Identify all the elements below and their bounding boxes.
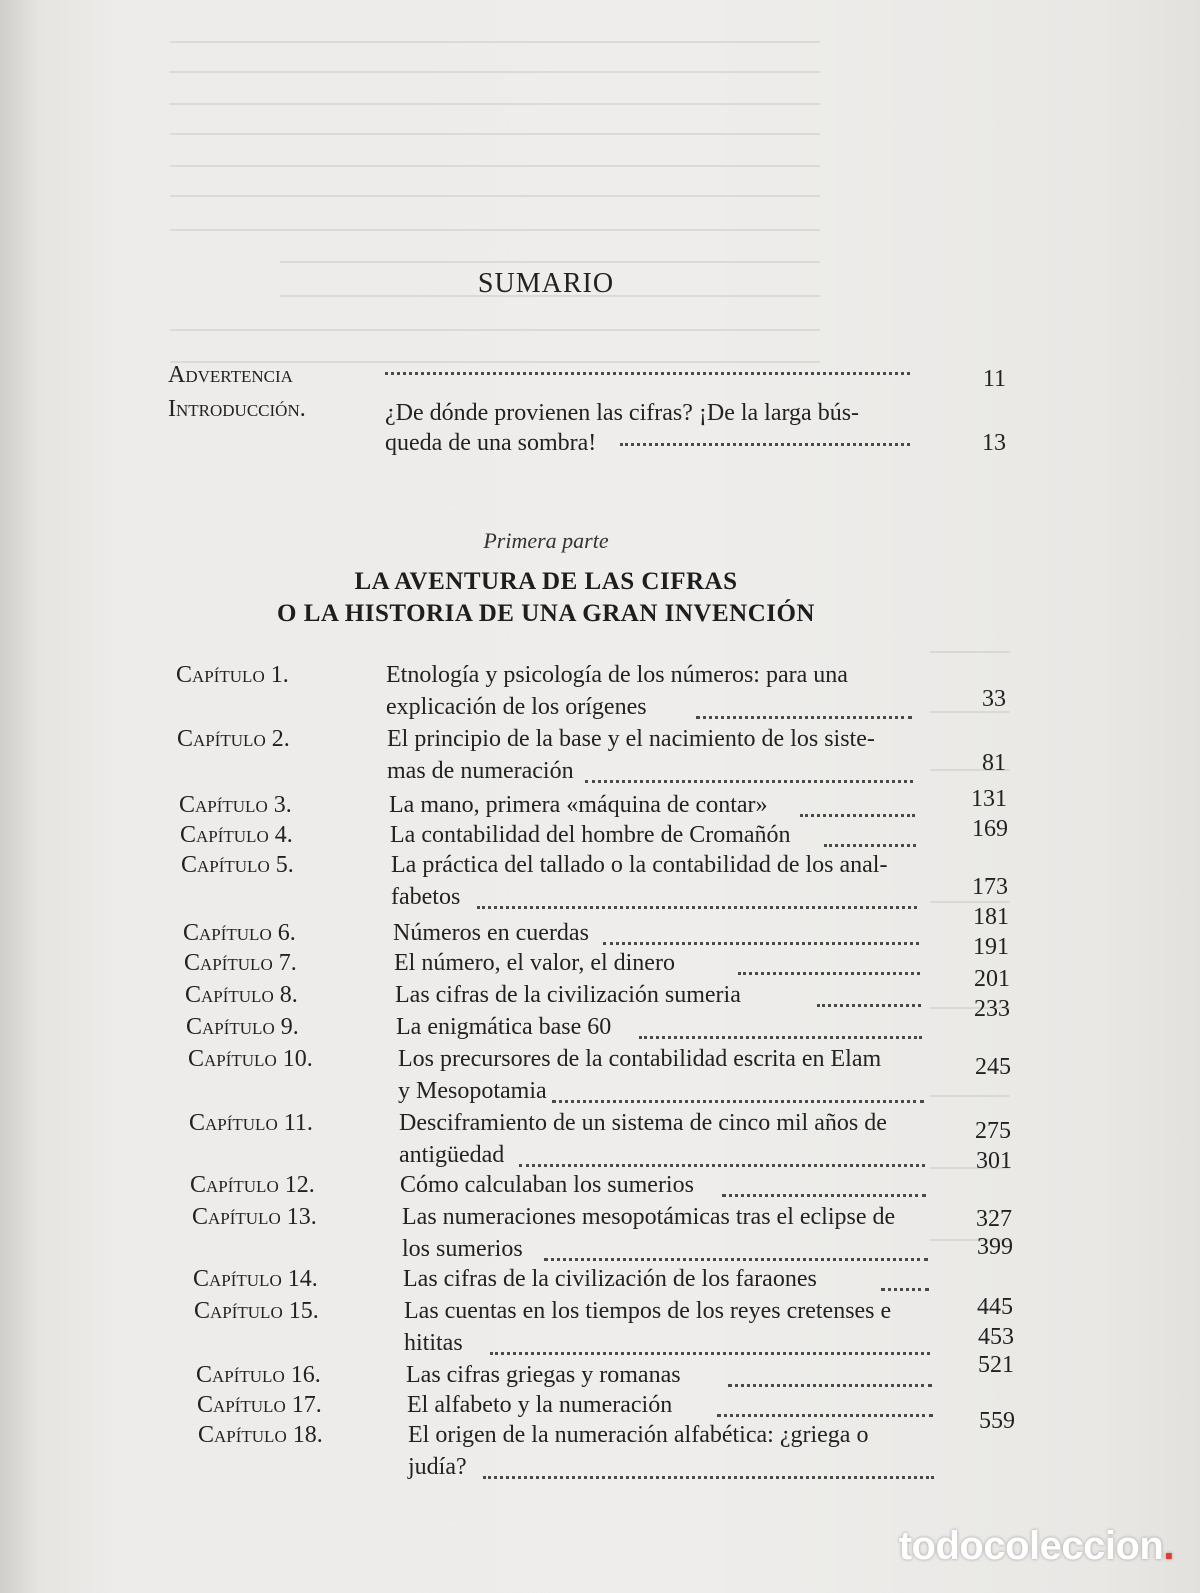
dot-leader	[483, 1476, 934, 1479]
chapter-page-number: 399	[977, 1234, 1013, 1260]
chapter-title-line: mas de numeración	[387, 758, 574, 784]
chapter-page-number: 201	[974, 966, 1010, 992]
chapter-label: Capítulo 15.	[194, 1298, 319, 1324]
dot-leader	[544, 1258, 928, 1261]
chapter-title-line: Las cifras griegas y romanas	[406, 1362, 681, 1388]
chapter-label: Capítulo 10.	[188, 1046, 313, 1072]
chapter-page-number: 233	[974, 996, 1010, 1022]
dot-leader	[738, 972, 920, 975]
chapter-title-line: Las cuentas en los tiempos de los reyes cretenses e	[404, 1298, 892, 1324]
chapter-label: Capítulo 16.	[196, 1362, 321, 1388]
chapter-label: Capítulo 11.	[189, 1110, 313, 1136]
chapter-title-line: La contabilidad del hombre de Cromañón	[390, 822, 791, 848]
chapter-title-line: judía?	[408, 1454, 467, 1480]
chapter-label: Capítulo 6.	[183, 920, 296, 946]
chapter-label: Capítulo 18.	[198, 1422, 323, 1448]
dot-leader	[490, 1352, 930, 1355]
dot-leader	[722, 1194, 926, 1197]
chapter-label: Capítulo 7.	[184, 950, 297, 976]
chapter-page-number: 33	[982, 686, 1006, 712]
dot-leader	[817, 1004, 921, 1007]
dot-leader	[552, 1100, 924, 1103]
chapter-label: Capítulo 5.	[181, 852, 294, 878]
toc-label-introduccion: Introducción.	[168, 396, 306, 422]
dot-leader	[585, 780, 913, 783]
chapter-title-line: La enigmática base 60	[396, 1014, 612, 1040]
chapter-title-line: Desciframiento de un sistema de cinco mil años de	[399, 1110, 887, 1136]
dot-leader	[477, 906, 917, 909]
watermark-dot: .	[1163, 1524, 1174, 1568]
watermark-brand: todocoleccion	[898, 1524, 1164, 1568]
chapter-title-line: Etnología y psicología de los números: para una	[386, 662, 848, 688]
chapter-page-number: 327	[976, 1206, 1012, 1232]
part-title-line-2: O LA HISTORIA DE UNA GRAN INVENCIÓN	[277, 600, 815, 627]
dot-leader	[824, 844, 916, 847]
chapter-title-line: fabetos	[391, 884, 461, 910]
chapter-title-line: explicación de los orígenes	[386, 694, 647, 720]
chapter-label: Capítulo 12.	[190, 1172, 315, 1198]
chapter-title-line: Los precursores de la contabilidad escrita en Elam	[398, 1046, 882, 1072]
chapter-page-number: 173	[972, 874, 1008, 900]
chapter-title-line: El número, el valor, el dinero	[394, 950, 675, 976]
toc-text-introduccion-1: ¿De dónde provienen las cifras? ¡De la larga bús-	[385, 400, 860, 426]
chapter-page-number: 453	[978, 1324, 1014, 1350]
dot-leader	[696, 716, 912, 719]
part-label: Primera parte	[483, 528, 609, 553]
dot-leader	[800, 814, 915, 817]
chapter-page-number: 131	[971, 786, 1007, 812]
chapter-title-line: El principio de la base y el nacimiento de los siste-	[387, 726, 875, 752]
chapter-label: Capítulo 2.	[177, 726, 290, 752]
chapter-title-line: Las numeraciones mesopotámicas tras el eclipse de	[402, 1204, 896, 1230]
dot-leader	[620, 443, 910, 446]
dot-leader	[519, 1164, 925, 1167]
chapter-title-line: Cómo calculaban los sumerios	[400, 1172, 694, 1198]
chapter-page-number: 81	[982, 750, 1006, 776]
watermark-logo	[899, 1524, 1174, 1569]
dot-leader	[881, 1288, 929, 1291]
chapter-page-number: 301	[976, 1148, 1012, 1174]
dot-leader	[603, 942, 919, 945]
chapter-title-line: antigüedad	[399, 1142, 505, 1168]
chapter-title-line: hititas	[404, 1330, 463, 1356]
chapter-title-line: El alfabeto y la numeración	[407, 1392, 673, 1418]
chapter-page-number: 181	[973, 904, 1009, 930]
chapter-page-number: 275	[975, 1118, 1011, 1144]
chapter-label: Capítulo 9.	[186, 1014, 299, 1040]
chapter-title-line: El origen de la numeración alfabética: ¿griega o	[408, 1422, 869, 1448]
dot-leader	[728, 1384, 932, 1387]
toc-text-introduccion-2: queda de una sombra!	[385, 430, 597, 456]
chapter-page-number: 445	[977, 1294, 1013, 1320]
chapter-title-line: Las cifras de la civilización sumeria	[395, 982, 741, 1008]
chapter-label: Capítulo 1.	[176, 662, 289, 688]
chapter-label: Capítulo 8.	[185, 982, 298, 1008]
page-title: SUMARIO	[477, 268, 615, 299]
chapter-page-number: 169	[972, 816, 1008, 842]
dot-leader	[639, 1036, 922, 1039]
chapter-label: Capítulo 17.	[197, 1392, 322, 1418]
chapter-title-line: los sumerios	[402, 1236, 523, 1262]
chapter-label: Capítulo 13.	[192, 1204, 317, 1230]
chapter-page-number: 521	[978, 1352, 1014, 1378]
chapter-title-line: Números en cuerdas	[393, 920, 589, 946]
chapter-title-line: y Mesopotamia	[398, 1078, 547, 1104]
chapter-title-line: La práctica del tallado o la contabilidad de los anal-	[391, 852, 888, 878]
toc-page-introduccion: 13	[982, 430, 1006, 456]
dot-leader	[385, 372, 910, 375]
chapter-label: Capítulo 14.	[193, 1266, 318, 1292]
dot-leader	[717, 1414, 933, 1417]
toc-page-advertencia: 11	[982, 366, 1006, 392]
chapter-page-number: 245	[975, 1054, 1011, 1080]
chapter-title-line: Las cifras de la civilización de los faraones	[403, 1266, 817, 1292]
chapter-page-number: 559	[979, 1408, 1015, 1434]
chapter-title-line: La mano, primera «máquina de contar»	[389, 792, 768, 818]
chapter-label: Capítulo 3.	[179, 792, 292, 818]
part-title-line-1: LA AVENTURA DE LAS CIFRAS	[354, 568, 738, 595]
toc-label-advertencia: Advertencia	[168, 362, 293, 388]
chapter-label: Capítulo 4.	[180, 822, 293, 848]
chapter-page-number: 191	[973, 934, 1009, 960]
